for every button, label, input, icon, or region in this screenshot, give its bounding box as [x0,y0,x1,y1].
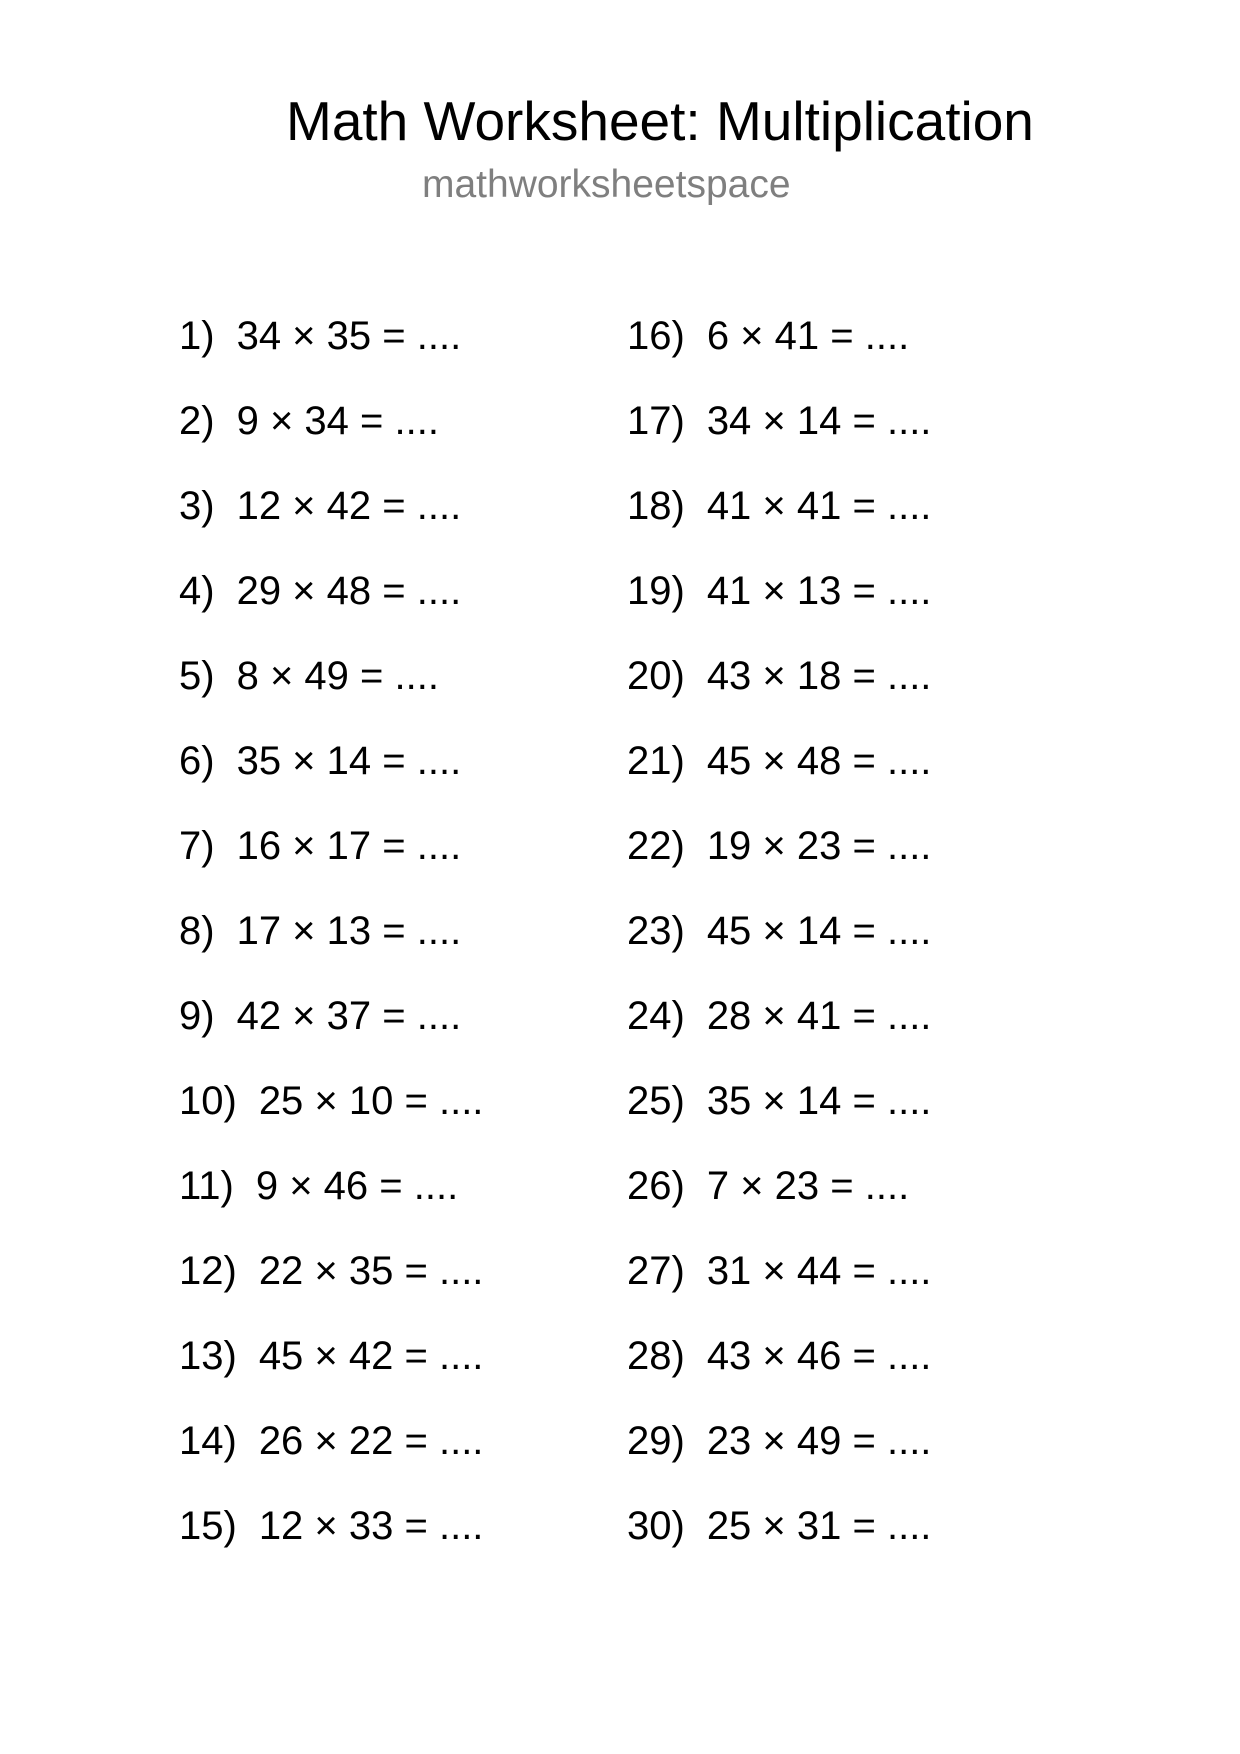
problem-number: 16) [627,314,685,358]
problem-item [179,1326,483,1411]
problem-expression: 8 × 49 = .... [236,654,439,698]
problem-item [627,731,931,816]
problem-number: 20) [627,654,685,698]
problem-number: 6) [179,739,215,783]
problem-expression: 31 × 44 = .... [706,1249,932,1293]
problem-item [627,646,931,731]
problem-item [627,1326,931,1411]
problem-number: 10) [179,1079,237,1123]
problem-expression: 45 × 14 = .... [706,909,932,953]
problem-expression: 45 × 42 = .... [258,1334,484,1378]
problem-number: 24) [627,994,685,1038]
problem-number: 9) [179,994,215,1038]
problem-expression: 43 × 18 = .... [706,654,932,698]
problem-column-right [627,306,931,1581]
problem-item [179,1496,483,1581]
problem-item [179,901,483,986]
problem-number: 7) [179,824,215,868]
problem-item [179,816,483,901]
problem-expression: 6 × 41 = .... [706,314,910,358]
problem-expression: 12 × 33 = .... [258,1504,484,1548]
problem-item [627,1156,931,1241]
problem-number: 1) [179,314,215,358]
problem-number: 12) [179,1249,237,1293]
problem-item [179,731,483,816]
problem-number: 21) [627,739,685,783]
problem-number: 30) [627,1504,685,1548]
problem-item [627,561,931,646]
problem-expression: 23 × 49 = .... [706,1419,932,1463]
problem-item [627,1241,931,1326]
problem-number: 3) [179,484,215,528]
problem-item [179,476,483,561]
problem-number: 13) [179,1334,237,1378]
problem-expression: 29 × 48 = .... [236,569,462,613]
problem-item [179,1241,483,1326]
problem-expression: 28 × 41 = .... [706,994,932,1038]
problem-expression: 35 × 14 = .... [706,1079,932,1123]
problem-item [179,391,483,476]
problem-expression: 45 × 48 = .... [706,739,932,783]
problem-item [179,986,483,1071]
problem-expression: 12 × 42 = .... [236,484,462,528]
problem-expression: 35 × 14 = .... [236,739,462,783]
problem-item [627,391,931,476]
problem-item [627,986,931,1071]
problem-column-left [179,306,483,1581]
problem-expression: 22 × 35 = .... [258,1249,484,1293]
problem-expression: 42 × 37 = .... [236,994,462,1038]
problem-number: 22) [627,824,685,868]
page-subtitle: mathworksheetspace [422,163,791,206]
problem-expression: 25 × 31 = .... [706,1504,932,1548]
problem-number: 25) [627,1079,685,1123]
problem-expression: 26 × 22 = .... [258,1419,484,1463]
problem-number: 26) [627,1164,685,1208]
problem-item [179,1156,483,1241]
problem-expression: 34 × 14 = .... [706,399,932,443]
problem-item [179,306,483,391]
problem-number: 19) [627,569,685,613]
problem-expression: 19 × 23 = .... [706,824,932,868]
problem-number: 29) [627,1419,685,1463]
problem-expression: 25 × 10 = .... [258,1079,484,1123]
problem-item [179,1071,483,1156]
problem-item [179,561,483,646]
problem-number: 14) [179,1419,237,1463]
problem-expression: 41 × 13 = .... [706,569,932,613]
problem-expression: 16 × 17 = .... [236,824,462,868]
problem-item [627,306,931,391]
problem-number: 11) [179,1164,234,1208]
problem-item [179,646,483,731]
problem-number: 27) [627,1249,685,1293]
problem-item [627,1411,931,1496]
page-title: Math Worksheet: Multiplication [286,90,1034,152]
problem-expression: 7 × 23 = .... [706,1164,910,1208]
problem-item [627,1071,931,1156]
problem-number: 18) [627,484,685,528]
problem-expression: 34 × 35 = .... [236,314,462,358]
problem-item [627,476,931,561]
problem-number: 15) [179,1504,237,1548]
problem-expression: 9 × 34 = .... [236,399,439,443]
problem-number: 2) [179,399,215,443]
problem-item [179,1411,483,1496]
problem-expression: 43 × 46 = .... [706,1334,932,1378]
problem-number: 5) [179,654,215,698]
problem-number: 4) [179,569,215,613]
problem-number: 28) [627,1334,685,1378]
problem-expression: 9 × 46 = .... [255,1164,459,1208]
problem-item [627,816,931,901]
problem-expression: 17 × 13 = .... [236,909,462,953]
problem-number: 17) [627,399,685,443]
problem-item [627,901,931,986]
problem-number: 8) [179,909,215,953]
problem-number: 23) [627,909,685,953]
problem-item [627,1496,931,1581]
problem-expression: 41 × 41 = .... [706,484,932,528]
